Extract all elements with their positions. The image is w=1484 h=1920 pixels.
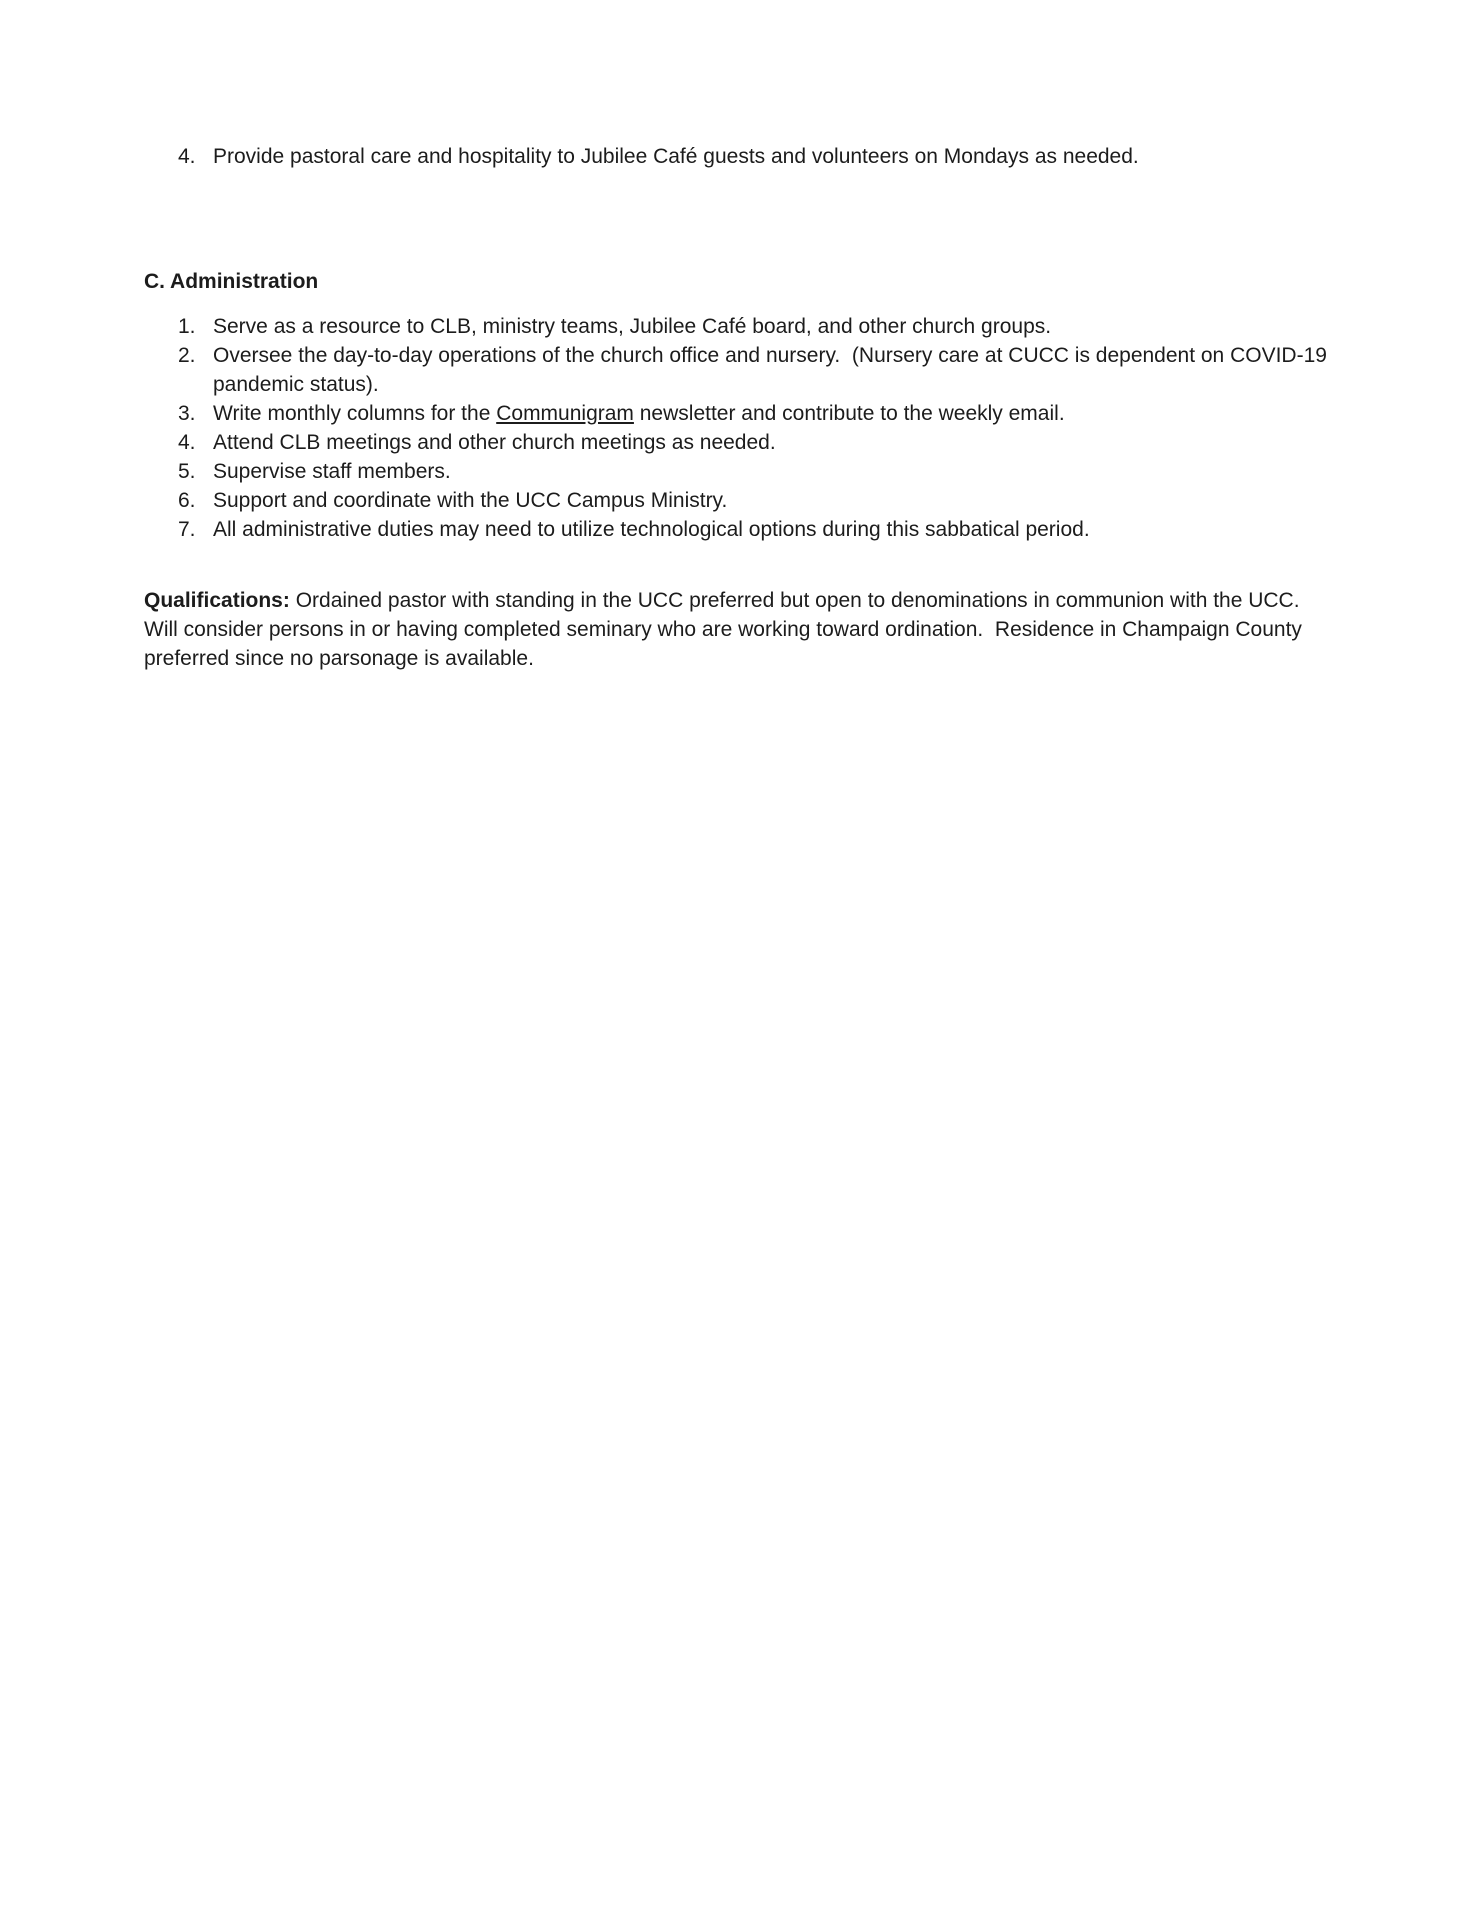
list-item — [144, 428, 1338, 457]
list-item-text: Serve as a resource to CLB, ministry teams, Jubilee Café board, and other church groups. — [213, 315, 1052, 338]
list-item — [144, 399, 1338, 428]
list-item-text — [213, 399, 1338, 428]
list-item — [144, 312, 1338, 341]
list-item-text-post: newsletter and contribute to the weekly email. — [633, 402, 1065, 425]
list-item — [144, 457, 1338, 486]
administration-list — [144, 312, 1338, 544]
list-item-text: Provide pastoral care and hospitality to Jubilee Café guests and volunteers on Mondays as needed. — [213, 145, 1139, 168]
list-number: 6. — [178, 489, 196, 512]
list-item-text-pre: Write monthly columns for the — [213, 402, 497, 425]
section-heading-administration: C. Administration — [144, 270, 319, 293]
list-item-text: Oversee the day-to-day operations of the church office and nursery. (Nursery care at CUCC is dependent on COVID-19 pandemic status). — [213, 344, 1333, 396]
list-item-text: Support and coordinate with the UCC Campus Ministry. — [213, 489, 728, 512]
list-number: 4. — [178, 145, 196, 168]
qualifications-text: Ordained pastor with standing in the UCC preferred but open to denominations in communion with the UCC. Will consider persons in or having completed seminary who are working toward ordination. Residence in Champaign County preferred since no parsonage is available. — [144, 589, 1308, 670]
list-item-text: Attend CLB meetings and other church meetings as needed. — [213, 431, 776, 454]
list-item — [144, 486, 1338, 515]
list-item — [144, 515, 1338, 544]
list-item — [144, 142, 1338, 171]
list-item — [144, 341, 1338, 399]
communigram-underlined-text: Communigram — [496, 402, 634, 425]
qualifications-paragraph — [144, 586, 1338, 673]
list-number: 3. — [178, 402, 196, 425]
list-number: 4. — [178, 431, 196, 454]
list-number: 5. — [178, 460, 196, 483]
intro-numbered-list — [144, 142, 1338, 171]
list-number: 7. — [178, 518, 196, 541]
list-item-text: Supervise staff members. — [213, 460, 451, 483]
list-number: 2. — [178, 344, 196, 367]
list-item-text: All administrative duties may need to utilize technological options during this sabbatical period. — [213, 518, 1090, 541]
list-number: 1. — [178, 315, 196, 338]
qualifications-label: Qualifications: — [144, 589, 290, 612]
